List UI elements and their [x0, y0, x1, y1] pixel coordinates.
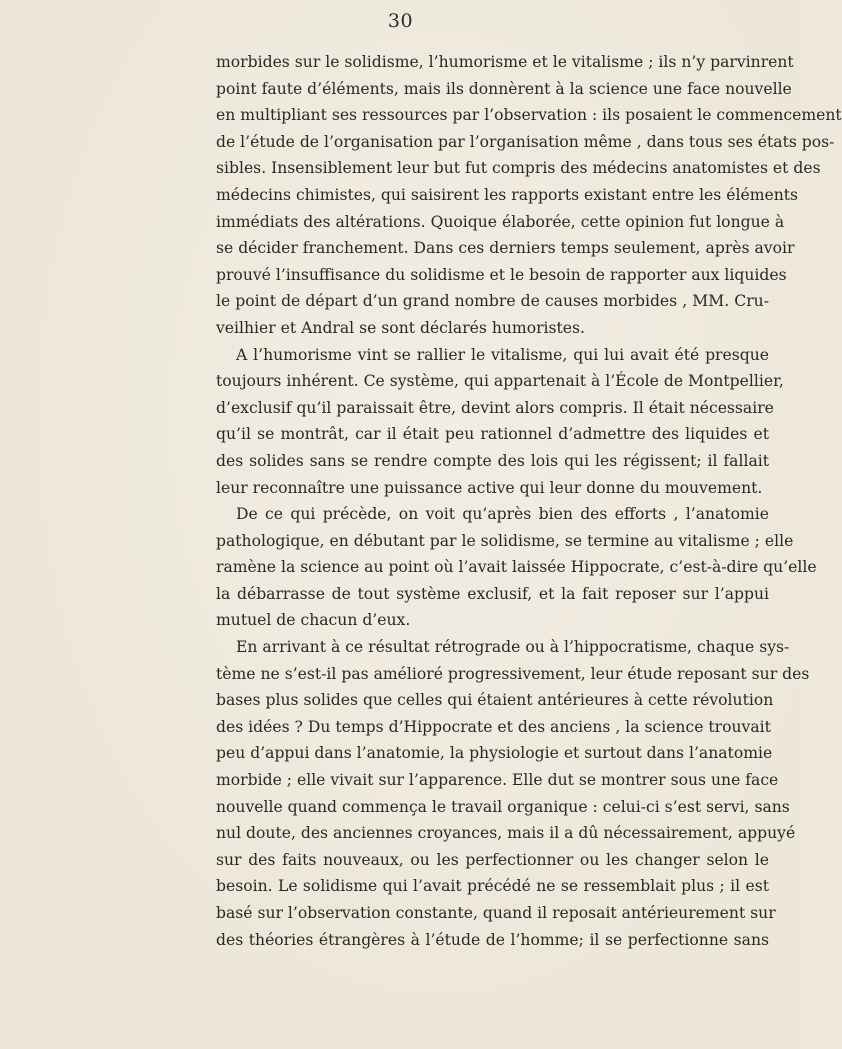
text-line: en multipliant ses ressources par l’observation : ils posaient le commencement	[216, 106, 842, 125]
text-line: se décider franchement. Dans ces derniers temps seulement, après avoir	[216, 239, 795, 258]
text-line: point faute d’éléments, mais ils donnèrent à la science une face nouvelle	[216, 79, 792, 98]
text-line: A l’humorisme vint se rallier le vitalisme, qui lui avait été presque	[236, 345, 769, 364]
text-line: De ce qui précède, on voit qu’après bien des efforts , l’anatomie	[236, 505, 769, 524]
text-line: prouvé l’insuffisance du solidisme et le besoin de rapporter aux liquides	[216, 265, 787, 284]
text-line: la débarrasse de tout système exclusif, et la fait reposer sur l’appui	[216, 584, 769, 603]
body-text	[216, 49, 842, 953]
text-line: tème ne s’est-il pas amélioré progressivement, leur étude reposant sur des	[216, 664, 810, 683]
text-line: des idées ? Du temps d’Hippocrate et des anciens , la science trouvait	[216, 717, 771, 736]
text-line: veilhier et Andral se sont déclarés humoristes.	[216, 318, 585, 337]
text-line: le point de départ d’un grand nombre de causes morbides , MM. Cru-	[216, 292, 769, 311]
text-line: médecins chimistes, qui saisirent les rapports existant entre les éléments	[216, 185, 799, 204]
text-line: qu’il se montrât, car il était peu rationnel d’admettre des liquides et	[216, 425, 769, 444]
text-line: sur des faits nouveaux, ou les perfectionner ou les changer selon le	[216, 850, 769, 869]
text-line: morbides sur le solidisme, l’humorisme et le vitalisme ; ils n’y parvinrent	[216, 53, 794, 71]
text-line: pathologique, en débutant par le solidisme, se termine au vitalisme ; elle	[216, 531, 794, 550]
page-number: 30	[387, 10, 414, 32]
text-line: leur reconnaître une puissance active qui leur donne du mouvement.	[216, 478, 763, 497]
text-line: peu d’appui dans l’anatomie, la physiologie et surtout dans l’anatomie	[216, 744, 773, 763]
text-line: ramène la science au point où l’avait laissée Hippocrate, c’est-à-dire qu’elle	[216, 558, 817, 577]
text-line: de l’étude de l’organisation par l’organisation même , dans tous ses états pos-	[216, 132, 835, 151]
text-line: En arrivant à ce résultat rétrograde ou à l’hippocratisme, chaque sys-	[236, 638, 790, 657]
text-line: des théories étrangères à l’étude de l’homme; il se perfectionne sans	[216, 930, 769, 949]
text-line: toujours inhérent. Ce système, qui appartenait à l’École de Montpellier,	[216, 372, 784, 391]
text-line: immédiats des altérations. Quoique élaborée, cette opinion fut longue à	[216, 212, 785, 231]
text-line: besoin. Le solidisme qui l’avait précédé ne se ressemblait plus ; il est	[216, 877, 769, 896]
text-line: des solides sans se rendre compte des lois qui les régissent; il fallait	[216, 451, 769, 470]
text-line: d’exclusif qu’il paraissait être, devint alors compris. Il était nécessaire	[216, 398, 774, 417]
text-line: basé sur l’observation constante, quand il reposait antérieurement sur	[216, 904, 776, 922]
text-line: bases plus solides que celles qui étaient antérieures à cette révolution	[216, 691, 774, 710]
text-line: nouvelle quand commença le travail organique : celui-ci s’est servi, sans	[216, 797, 790, 816]
text-line: sibles. Insensiblement leur but fut compris des médecins anatomistes et des	[216, 159, 821, 178]
text-line: nul doute, des anciennes croyances, mais il a dû nécessairement, appuyé	[216, 824, 796, 843]
text-line: morbide ; elle vivait sur l’apparence. Elle dut se montrer sous une face	[216, 771, 779, 790]
text-line: mutuel de chacun d’eux.	[216, 611, 411, 630]
